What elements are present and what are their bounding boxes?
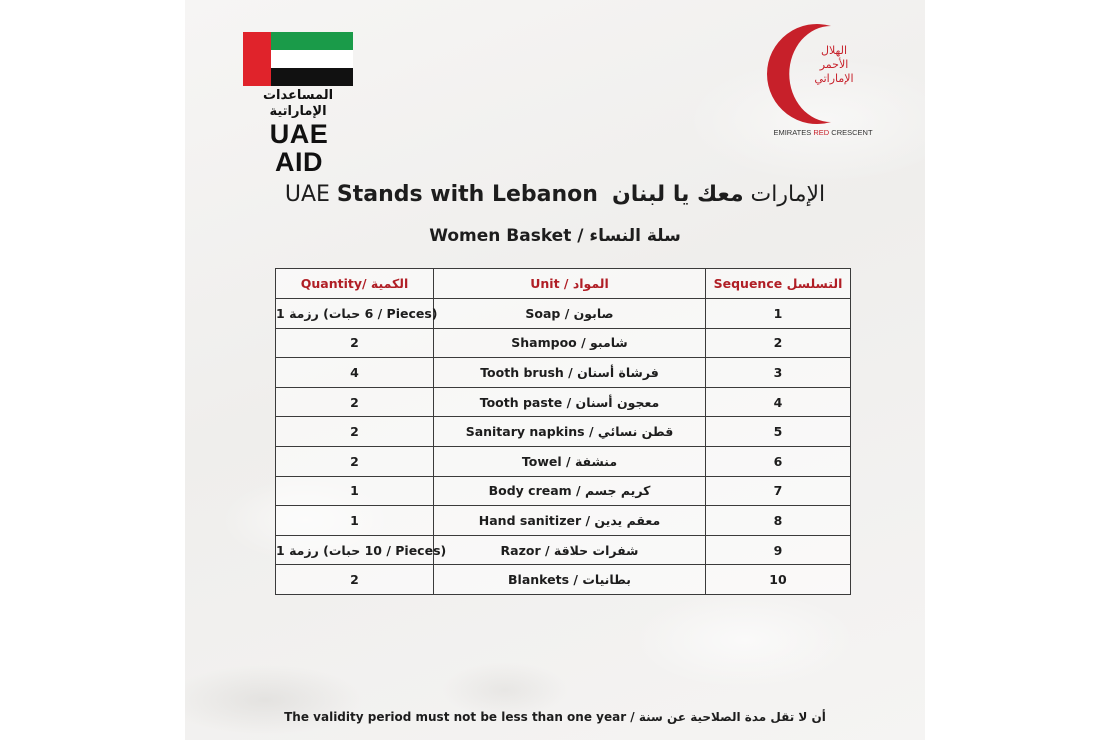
erc-english-name: EMIRATES RED CRESCENT xyxy=(773,128,873,137)
uae-aid-english-text: UAE AID xyxy=(269,119,329,177)
sequence-cell: 6 xyxy=(706,446,851,476)
table-row xyxy=(276,417,851,447)
aid-poster xyxy=(185,0,925,740)
sequence-cell: 9 xyxy=(706,535,851,565)
table-row xyxy=(276,565,851,595)
quantity-cell: 4 xyxy=(276,358,434,388)
sequence-cell: 7 xyxy=(706,476,851,506)
sequence-column-header: Sequence التسلسل xyxy=(706,269,851,299)
sequence-cell: 4 xyxy=(706,387,851,417)
table-row xyxy=(276,446,851,476)
unit-column-header: Unit / المواد xyxy=(434,269,706,299)
emirates-red-crescent-logo xyxy=(773,22,873,142)
unit-cell: Soap / صابون xyxy=(434,299,706,329)
sequence-cell: 3 xyxy=(706,358,851,388)
table-row xyxy=(276,476,851,506)
unit-cell: Blankets / بطانيات xyxy=(434,565,706,595)
sequence-cell: 1 xyxy=(706,299,851,329)
sequence-cell: 8 xyxy=(706,506,851,536)
uae-aid-arabic-text: المساعدات الإماراتية xyxy=(262,88,334,119)
unit-cell: Shampoo / شامبو xyxy=(434,328,706,358)
page-title: UAE Stands with Lebanon الإمارات معك يا لبنان xyxy=(284,182,826,207)
sequence-cell: 10 xyxy=(706,565,851,595)
unit-cell: Razor / شفرات حلاقة xyxy=(434,535,706,565)
table-row xyxy=(276,358,851,388)
table-row xyxy=(276,387,851,417)
quantity-column-header: Quantity/ الكمية xyxy=(276,269,434,299)
sequence-cell: 2 xyxy=(706,328,851,358)
quantity-cell: 2 xyxy=(276,328,434,358)
quantity-cell: 1 xyxy=(276,506,434,536)
table-row xyxy=(276,506,851,536)
quantity-cell: 1 رزمة (6 حبات / Pieces) xyxy=(276,299,434,329)
table-row xyxy=(276,299,851,329)
quantity-cell: 2 xyxy=(276,387,434,417)
women-basket-table xyxy=(275,268,851,595)
table-row xyxy=(276,535,851,565)
quantity-cell: 1 xyxy=(276,476,434,506)
quantity-cell: 1 رزمة (10 حبات / Pieces) xyxy=(276,535,434,565)
unit-cell: Tooth brush / فرشاة أسنان xyxy=(434,358,706,388)
uae-flag-icon xyxy=(243,32,353,86)
basket-subtitle: Women Basket / سلة النساء xyxy=(429,226,681,246)
unit-cell: Tooth paste / معجون أسنان xyxy=(434,387,706,417)
unit-cell: Body cream / كريم جسم xyxy=(434,476,706,506)
quantity-cell: 2 xyxy=(276,565,434,595)
validity-note: The validity period must not be less than one year / أن لا تقل مدة الصلاحية عن سنة xyxy=(284,710,826,724)
quantity-cell: 2 xyxy=(276,417,434,447)
unit-cell: Hand sanitizer / معقم يدين xyxy=(434,506,706,536)
unit-cell: Sanitary napkins / قطن نسائي xyxy=(434,417,706,447)
quantity-cell: 2 xyxy=(276,446,434,476)
table-header-row xyxy=(276,269,851,299)
erc-arabic-name: الهلال الأحمر الإماراتي xyxy=(814,44,854,85)
table-row xyxy=(276,328,851,358)
sequence-cell: 5 xyxy=(706,417,851,447)
unit-cell: Towel / منشفة xyxy=(434,446,706,476)
uae-aid-logo xyxy=(243,32,363,176)
